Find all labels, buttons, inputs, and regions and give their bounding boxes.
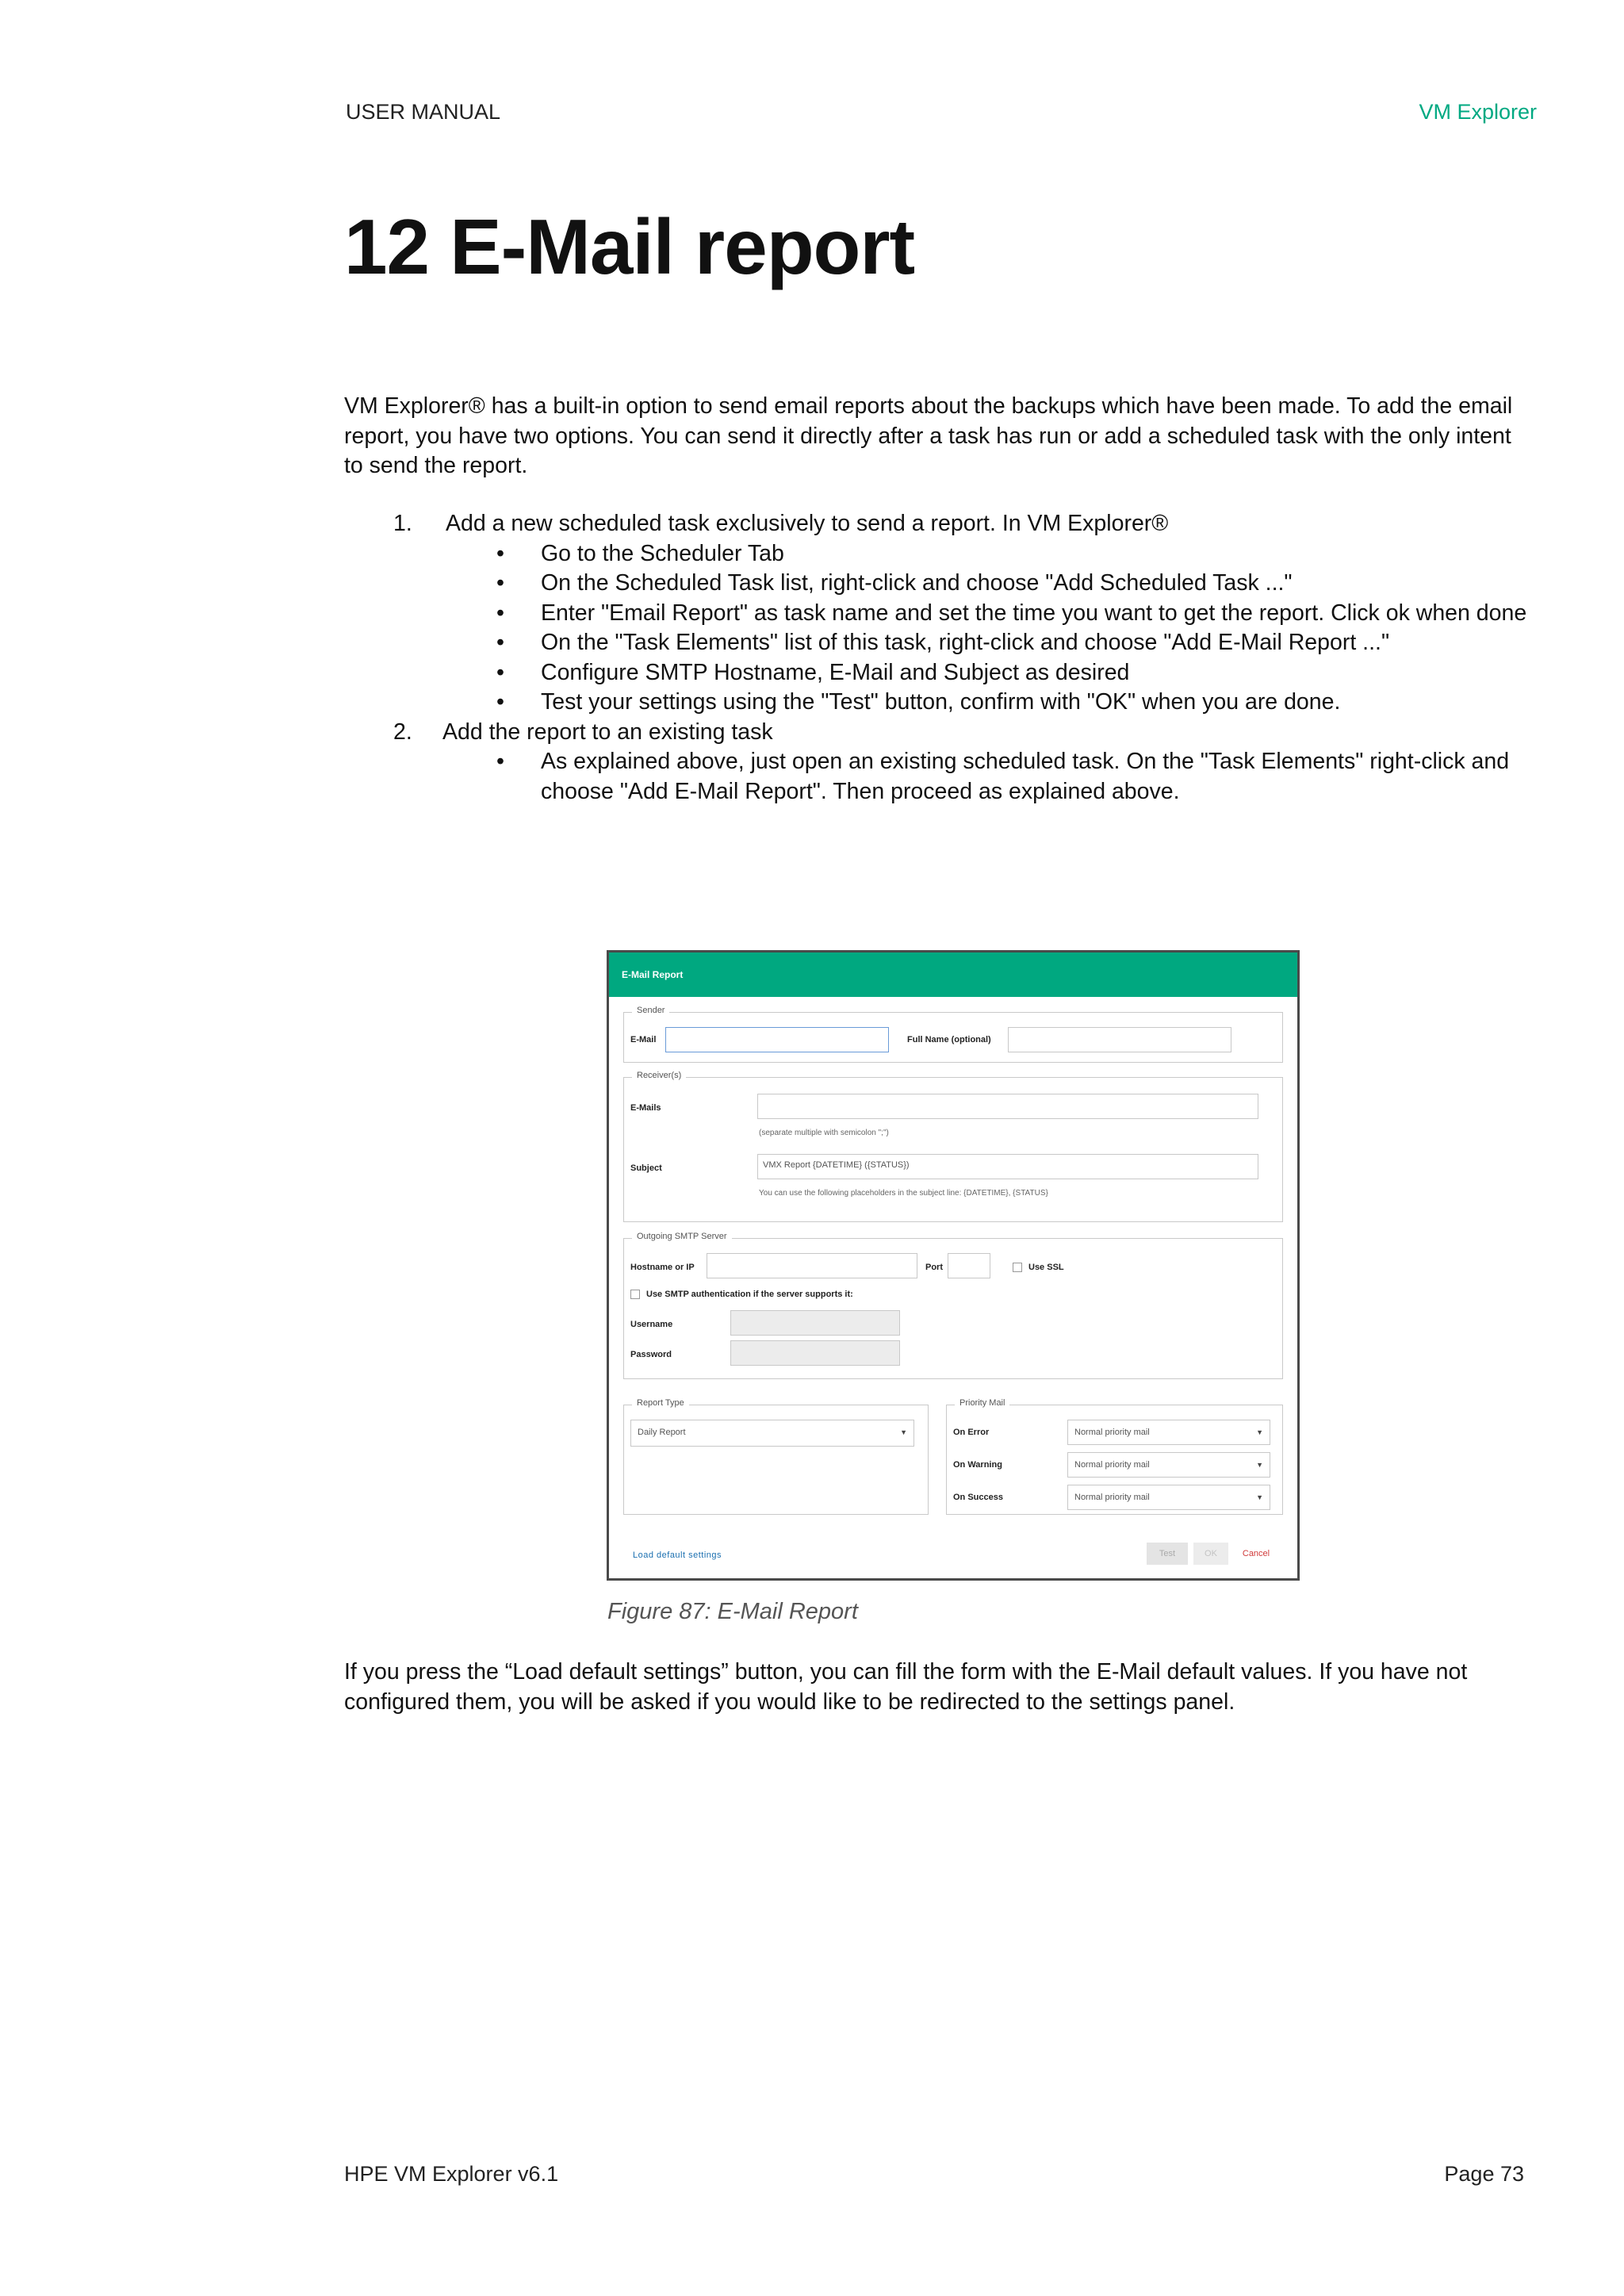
emails-hint: (separate multiple with semicolon ";") xyxy=(759,1129,889,1137)
username-field[interactable] xyxy=(730,1310,900,1336)
receivers-legend: Receiver(s) xyxy=(632,1071,686,1080)
email-label: E-Mail xyxy=(630,1035,657,1045)
report-type-group xyxy=(623,1398,929,1515)
page-title: 12 E-Mail report xyxy=(344,203,915,290)
list-item: • Go to the Scheduler Tab xyxy=(541,539,1534,569)
cancel-button[interactable]: Cancel xyxy=(1242,1549,1270,1558)
priority-legend: Priority Mail xyxy=(955,1398,1009,1408)
hostname-field[interactable] xyxy=(707,1253,917,1278)
list-item: • Enter "Email Report" as task name and set the time you want to get the report. Click ok when done xyxy=(541,599,1534,629)
report-type-select[interactable] xyxy=(630,1420,914,1447)
list-item: • Configure SMTP Hostname, E-Mail and Subject as desired xyxy=(541,658,1534,688)
step-1-bullets xyxy=(344,539,1534,718)
full-name-label: Full Name (optional) xyxy=(907,1035,991,1045)
port-field[interactable] xyxy=(948,1253,990,1278)
hostname-label: Hostname or IP xyxy=(630,1263,695,1272)
intro-paragraph: VM Explorer® has a built-in option to send email reports about the backups which have been made. To add the email report, you have two options. You can send it directly after a task has run or add a scheduled task with the only intent to send the report. xyxy=(344,393,1513,478)
on-warning-select[interactable] xyxy=(1067,1452,1270,1478)
use-ssl-label: Use SSL xyxy=(1028,1263,1064,1272)
subject-label: Subject xyxy=(630,1163,662,1173)
step-number: 1. xyxy=(393,511,412,536)
report-type-legend: Report Type xyxy=(632,1398,689,1408)
password-field[interactable] xyxy=(730,1340,900,1366)
email-field[interactable] xyxy=(665,1027,889,1052)
on-warning-value: Normal priority mail xyxy=(1074,1460,1150,1470)
smtp-auth-checkbox[interactable] xyxy=(630,1290,640,1299)
smtp-auth-label: Use SMTP authentication if the server supports it: xyxy=(646,1290,853,1299)
list-item: • Test your settings using the "Test" button, confirm with "OK" when you are done. xyxy=(541,688,1534,718)
running-header-left: USER MANUAL xyxy=(346,100,501,124)
on-warning-label: On Warning xyxy=(953,1460,1002,1470)
step-number: 2. xyxy=(393,719,412,745)
report-type-value: Daily Report xyxy=(638,1428,686,1437)
step-2-bullets xyxy=(344,747,1534,807)
password-label: Password xyxy=(630,1350,672,1359)
step-text: Add the report to an existing task xyxy=(442,719,773,745)
subject-field[interactable]: VMX Report {DATETIME} ({STATUS}) xyxy=(757,1154,1258,1179)
subject-hint: You can use the following placeholders in the subject line: {DATETIME}, {STATUS} xyxy=(759,1189,1048,1198)
closing-paragraph: If you press the “Load default settings” button, you can fill the form with the E-Mail default values. If you have not configured them, you will be asked if you would like to be redirected to the settings panel. xyxy=(344,1659,1468,1715)
priority-group xyxy=(946,1398,1283,1515)
on-error-value: Normal priority mail xyxy=(1074,1428,1150,1437)
email-report-dialog xyxy=(607,950,1300,1581)
chevron-down-icon: ▼ xyxy=(1256,1493,1263,1501)
steps-list xyxy=(344,509,1534,807)
on-success-value: Normal priority mail xyxy=(1074,1493,1150,1502)
full-name-field[interactable] xyxy=(1008,1027,1231,1052)
smtp-legend: Outgoing SMTP Server xyxy=(632,1232,732,1241)
on-error-select[interactable] xyxy=(1067,1420,1270,1445)
step-2 xyxy=(344,718,1534,748)
sender-group xyxy=(623,1006,1283,1063)
sender-legend: Sender xyxy=(632,1006,669,1015)
chevron-down-icon: ▼ xyxy=(1256,1428,1263,1436)
emails-label: E-Mails xyxy=(630,1103,661,1113)
list-item: • As explained above, just open an existing scheduled task. On the "Task Elements" right-click and choose "Add E-Mail Report". Then proceed as explained above. xyxy=(541,747,1534,807)
smtp-group xyxy=(623,1232,1283,1379)
test-button[interactable]: Test xyxy=(1147,1543,1188,1565)
figure-caption: Figure 87: E-Mail Report xyxy=(607,1599,858,1624)
emails-field[interactable] xyxy=(757,1094,1258,1119)
receivers-group xyxy=(623,1071,1283,1222)
chevron-down-icon: ▼ xyxy=(1256,1461,1263,1469)
list-item: • On the Scheduled Task list, right-click and choose "Add Scheduled Task ..." xyxy=(541,569,1534,599)
chevron-down-icon: ▼ xyxy=(900,1428,907,1436)
list-item: • On the "Task Elements" list of this task, right-click and choose "Add E-Mail Report ..." xyxy=(541,628,1534,658)
username-label: Username xyxy=(630,1320,673,1329)
step-1 xyxy=(344,509,1534,539)
footer-left: HPE VM Explorer v6.1 xyxy=(344,2162,559,2186)
load-default-settings-link[interactable]: Load default settings xyxy=(633,1550,722,1560)
on-error-label: On Error xyxy=(953,1428,990,1437)
ok-button[interactable]: OK xyxy=(1193,1543,1228,1565)
dialog-title: E-Mail Report xyxy=(609,953,1297,997)
running-header-right: VM Explorer xyxy=(1419,100,1537,124)
on-success-select[interactable] xyxy=(1067,1485,1270,1510)
use-ssl-checkbox[interactable] xyxy=(1013,1263,1022,1272)
port-label: Port xyxy=(925,1263,943,1272)
step-text: Add a new scheduled task exclusively to send a report. In VM Explorer® xyxy=(446,511,1169,536)
on-success-label: On Success xyxy=(953,1493,1003,1502)
footer-page-number: Page 73 xyxy=(1444,2162,1524,2186)
